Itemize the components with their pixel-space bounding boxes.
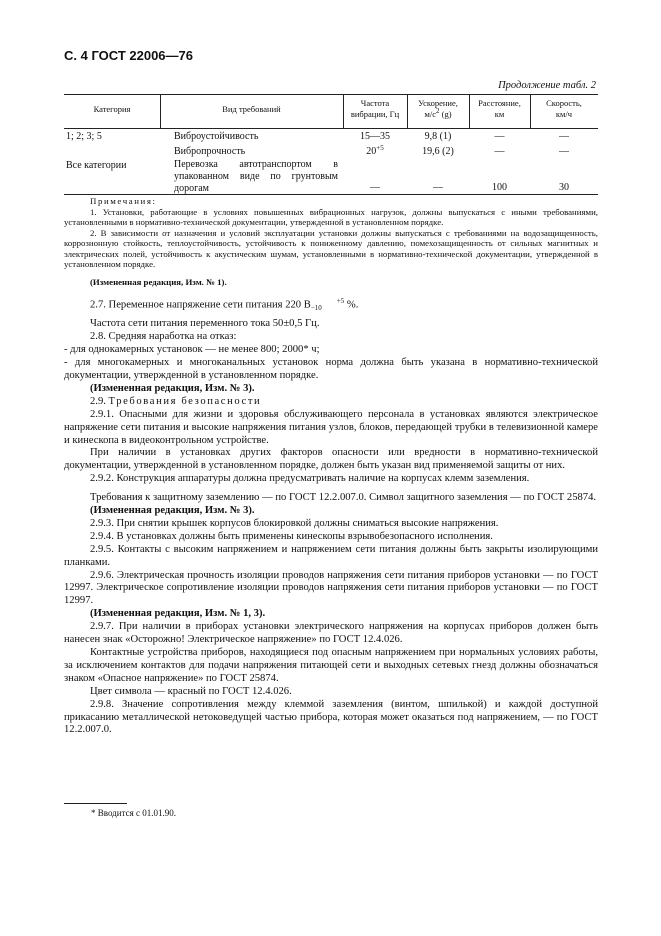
header-speed: Скорость, км/ч [546, 98, 582, 119]
row1-acceleration: 9,8 (1) [424, 131, 452, 142]
row2-frequency: $20^{+5}$ [366, 144, 384, 157]
document-body [64, 291, 598, 737]
clause-2-8: 2.8. Средняя наработка на отказ: [90, 331, 237, 343]
clause-2-9-5: 2.9.5. Контакты с высоким напряжением и напряжением сети питания должны быть закрыты изолирующими планками. [64, 543, 598, 568]
row3-distance: 100 [492, 182, 507, 193]
footnote: * Вводится с 01.01.90. [91, 808, 176, 818]
amendment-3b: (Измененная редакция, Изм. № 3). [90, 505, 255, 517]
header-frequency: Частота вибрации, Гц [350, 98, 400, 119]
clause-2-9-2-b: Требования к защитному заземлению — по ГОСТ 12.2.007.0. Символ защитного заземления — по ГОСТ 25874. [90, 492, 597, 504]
table-continuation-label: Продолжение табл. 2 [498, 80, 596, 91]
row2-speed: — [559, 146, 569, 157]
clause-2-9-1: 2.9.1. Опасными для жизни и здоровья обслуживающего персонала в установках являются электрическое напряжение сети питания и высокие напряжения питания узлов, блоков, передающей трубки в телевизионной камере и кинескопа в видеоконтрольном устройстве. [64, 408, 598, 446]
header-acceleration: Ускорение, $м/с^2$ (g) [418, 98, 458, 119]
clause-2-8-a: - для однокамерных установок — не менее 800; 2000* ч; [64, 344, 320, 356]
header-distance: Расстояние, км [478, 98, 521, 119]
row1-requirement: Виброустойчивость [174, 131, 259, 142]
amendment-1-3: (Измененная редакция, Изм. № 1, 3). [90, 608, 266, 620]
requirements-table [64, 94, 598, 193]
row2-acceleration: 19,6 (2) [422, 146, 454, 157]
row2-requirement: Вибропрочность [174, 146, 246, 157]
clause-2-7-frequency: Частота сети питания переменного тока 50±0,5 Гц. [90, 318, 320, 330]
clause-2-9-6: 2.9.6. Электрическая прочность изоляции проводов напряжения сети питания приборов установки — по ГОСТ 12997. Электрическое сопротивление изоляции проводов напряжения сети питания приборов установки — по ГОСТ 12997. [64, 569, 598, 607]
row3-category: Все категории [66, 160, 127, 171]
row3-requirement: Перевозка автотранспортом в упакованном виде по грунтовым дорогам [174, 159, 338, 194]
row3-acceleration: — [433, 182, 443, 193]
row1-speed: — [559, 131, 569, 142]
row1-category: 1; 2; 3; 5 [66, 131, 102, 142]
amendment-3a: (Измененная редакция, Изм. № 3). [90, 382, 255, 394]
clause-2-9-1-b: При наличии в установках других факторов опасности или вредности в нормативно-технической документации, утвержденной в установленном порядке, должен быть указан вид применяемой защиты от них. [64, 447, 598, 472]
header-requirement: Вид требований [222, 104, 281, 114]
row1-distance: — [494, 131, 505, 142]
amendment-1: (Измененная редакция, Изм. № 1). [90, 276, 227, 287]
header-category: Категория [93, 104, 131, 114]
clause-2-9-7-c: Цвет символа — красный по ГОСТ 12.4.026. [90, 685, 292, 697]
row2-distance: — [494, 146, 505, 157]
note-1: 1. Установки, работающие в условиях повышенных вибрационных нагрузок, должны выпускаться с иными требованиями, установленными в нормативно-технической документации, утвержденной в установленном порядке. [64, 206, 598, 227]
clause-2-9-7-b: Контактные устройства приборов, находящиеся под опасным напряжением при нормальных условиях работы, за исключением контактов для подачи напряжения питающей сети и выходных сетевых гнезд должны обозначаться знаком «Опасное напряжение» по ГОСТ 25874. [64, 647, 598, 684]
clause-2-8-b: - для многокамерных и многоканальных установок норма должна быть указана в нормативно-технической документации, утвержденной в установленном порядке. [64, 357, 598, 381]
footnote-divider [64, 803, 127, 804]
clause-2-9-8: 2.9.8. Значение сопротивления между клеммой заземления (винтом, шпилькой) и каждой доступной прикасанию металлической нетоковедущей частью прибора, которая может оказаться под напряжением, — по ГОСТ 12.2.007.0. [64, 698, 598, 736]
table-notes [64, 196, 598, 287]
clause-2-9-4: 2.9.4. В установках должны быть применены кинескопы взрывобезопасного исполнения. [90, 530, 493, 542]
notes-title: Примечания: [90, 196, 157, 206]
note-2: 2. В зависимости от назначения и условий эксплуатации установки должны выпускаться с требованиями на водозащищенность, коррозионную стойкость, теплоустойчивость, устойчивость к пониженному давлению, помехозащищенность от сильных магнитных и электрических полей, устойчивость к акустическим шумам, установленными в нормативно-технической документации, утвержденной в установленном порядке. [64, 227, 598, 269]
clause-2-7: 2.7. Переменное напряжение сети питания 220 В +5 −10 %. [90, 297, 359, 312]
clause-2-9-3: 2.9.3. При снятии крышек корпусов блокировкой должны сниматься высокие напряжения. [90, 517, 499, 529]
section-2-9-title: 2.9. Требования безопасности [90, 395, 262, 407]
page-header: С. 4 ГОСТ 22006—76 [64, 48, 193, 63]
row3-frequency: — [370, 182, 380, 193]
row3-speed: 30 [559, 182, 569, 193]
clause-2-9-7: 2.9.7. При наличии в приборах установки электрического напряжения на корпусах приборов должен быть нанесен знак «Осторожно! Электрическое напряжение» по ГОСТ 12.4.026. [64, 621, 598, 646]
row1-frequency: 15—35 [360, 131, 390, 142]
clause-2-9-2: 2.9.2. Конструкция аппаратуры должна предусматривать наличие на корпусах клемм заземления. [90, 473, 530, 485]
